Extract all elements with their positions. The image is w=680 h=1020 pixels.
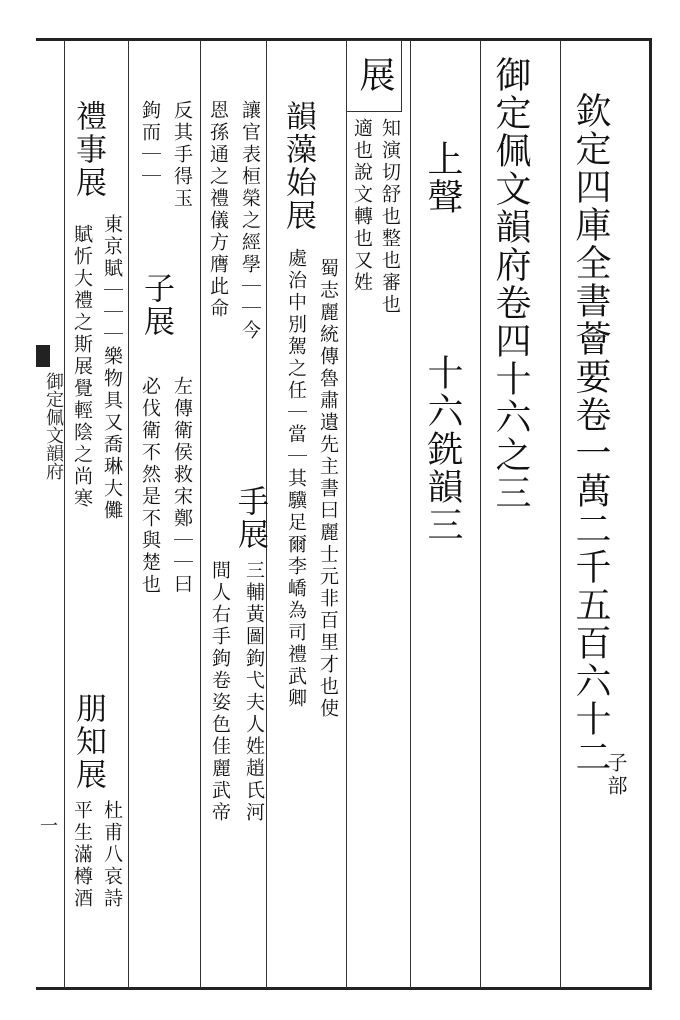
citation-line: 讓官表桓榮之經學｜｜今	[239, 100, 261, 342]
headword: 子展	[138, 272, 174, 338]
citation-line: 左傳衛侯救宋鄭｜｜曰	[171, 376, 193, 596]
citation-line: 蜀志麗統傳魯肅遺先主書曰麗士元非百里才也使	[317, 258, 339, 720]
book-title: 御定佩文韻府卷四十六之三	[490, 56, 531, 512]
column-rule	[128, 40, 129, 988]
citation-line: 三輔黃圖鉤弋夫人姓趙氏河	[243, 560, 265, 824]
section-mark: 子部	[604, 752, 628, 798]
citation-line: 鉤而｜｜	[139, 100, 161, 188]
headword: 韻藻始展	[280, 100, 316, 232]
collection-title: 欽定四庫全書薈要卷一萬二千五百六十二	[570, 92, 611, 776]
gloss-line: 知演切舒也整也審也	[379, 118, 401, 316]
headword: 朋知展	[70, 692, 106, 791]
citation-line: 處治中別駕之任｜當｜其驥足爾李嶠為司禮武卿	[285, 248, 307, 710]
gloss-line: 適也說文轉也又姓	[351, 118, 373, 294]
headword: 手展	[232, 485, 268, 551]
citation-line: 反其手得玉	[171, 100, 193, 210]
citation-line: 東京賦｜｜｜樂物具又喬琳大儺	[101, 214, 123, 522]
column-rule	[346, 40, 347, 988]
citation-line: 間人右手鉤卷姿色佳麗武帝	[209, 560, 231, 824]
citation-line: 恩孫通之禮儀方膺此命	[207, 100, 229, 320]
citation-line: 賦忻大禮之斯展覺輕陰之尚寒	[71, 224, 93, 510]
tone-heading: 上聲	[422, 140, 463, 216]
citation-line: 杜甫八哀詩	[101, 800, 123, 910]
headword: 禮事展	[70, 100, 106, 199]
column-rule	[560, 40, 561, 988]
column-rule	[200, 40, 201, 988]
citation-line: 平生滿樽酒	[71, 800, 93, 910]
fishtail-mark	[36, 345, 50, 367]
spine-title: 御定佩文韻府	[43, 372, 64, 480]
column-rule	[64, 40, 65, 988]
citation-line: 必伐衛不然是不與楚也	[139, 376, 161, 596]
column-rule	[410, 40, 411, 988]
column-rule	[480, 40, 481, 988]
rhyme-heading: 十六銑韻三	[422, 354, 463, 544]
headword: 展	[354, 56, 395, 94]
page-number: 一	[40, 816, 58, 837]
